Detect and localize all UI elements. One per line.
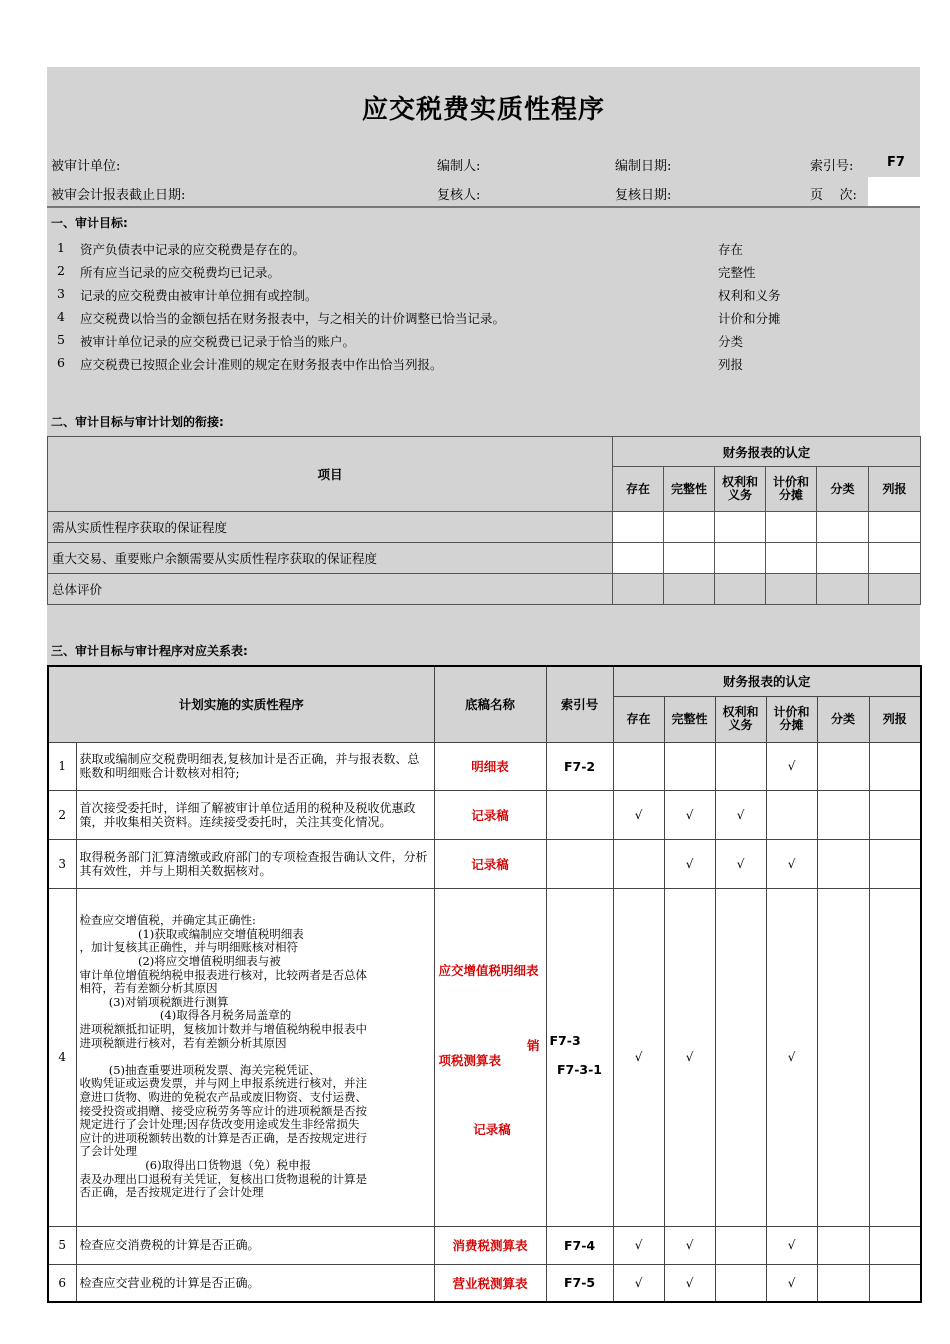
index-value: F7 [887, 155, 905, 170]
row-number: 6 [48, 1264, 76, 1302]
linkage-cell[interactable] [613, 574, 664, 605]
objective-number: 2 [57, 263, 65, 278]
prep-date-label: 编制日期: [615, 159, 672, 174]
assertion-check[interactable] [817, 1226, 869, 1264]
preparer-label: 编制人: [437, 159, 481, 174]
assertion-header-5: 列报 [869, 696, 921, 742]
reviewer-label: 复核人: [437, 188, 481, 203]
assertion-check[interactable]: √ [766, 839, 817, 888]
index-header: 索引号 [546, 666, 613, 742]
assertion-group-header-2: 财务报表的认定 [613, 666, 921, 696]
assertion-check[interactable] [715, 1264, 766, 1302]
assertion-check[interactable]: √ [766, 742, 817, 790]
doc-name[interactable]: 记录稿 [434, 790, 546, 839]
index-number [546, 888, 613, 1226]
row-number: 4 [48, 888, 76, 1226]
linkage-cell[interactable] [817, 512, 869, 543]
assertion-header-5: 列报 [869, 467, 921, 512]
procedure-header: 计划实施的实质性程序 [48, 666, 434, 742]
procedure-row [48, 742, 921, 790]
assertion-header-3: 计价和 分摊 [766, 467, 817, 512]
procedure-row [48, 790, 921, 839]
linkage-cell[interactable] [869, 574, 921, 605]
assertion-header-4: 分类 [817, 467, 869, 512]
linkage-row-label: 需从实质性程序获取的保证程度 [48, 512, 613, 543]
procedure-row [48, 1264, 921, 1302]
assertion-check[interactable]: √ [664, 1226, 715, 1264]
assertion-check[interactable] [869, 839, 921, 888]
linkage-row-label: 总体评价 [48, 574, 613, 605]
procedure-text: 获取或编制应交税费明细表,复核加计是否正确，并与报表数、总账数和明细账合计数核对相符; [76, 742, 434, 790]
assertion-header-4: 分类 [817, 696, 869, 742]
linkage-cell[interactable] [664, 543, 715, 574]
procedure-text: 检查应交增值税，并确定其正确性: (1)获取或编制应交增值税明细表 ，加计复核其正确性，并与明细账核对相符 (2)将应交增值税明细表与被 审计单位增值税纳税申报表进行核对，比较两者是否总体 相符，若有差额分析其原因 (3)对销项税额进行测算 (4)取得各月税务局盖章的 进项税额抵扣证明，复核加计数并与增值税纳税申报表中 进项税额进行核对，若有差额分析其原因 (5)抽查重要进项税发票、海关完税凭证、 收购凭证或运费发票，并与网上申报系统进行核对，并注 意进口货物、购进的免税农产品或废旧物资、支付运费、 接受投资或捐赠、接受应税劳务等应计的进项税额是否按 规定进行了会计处理;因存货改变用途或发生非经常损失 应计的进项税额转出数的计算是否正确，是否按规定进行 了会计处理 (6)取得出口货物退（免）税申报 表及办理出口退税有关凭证，复核出口货物退税的计算是 否正确，是否按规定进行了会计处理 [76, 888, 434, 1226]
assertion-check[interactable]: √ [664, 839, 715, 888]
linkage-table [47, 436, 921, 605]
objective-assertion: 计价和分摊 [718, 311, 781, 326]
assertion-check[interactable] [715, 888, 766, 1226]
objective-text: 应交税费以恰当的金额包括在财务报表中，与之相关的计价调整已恰当记录。 [80, 311, 506, 326]
assertion-header-3: 计价和 分摊 [766, 696, 817, 742]
objective-text: 应交税费已按照企业会计准则的规定在财务报表中作出恰当列报。 [80, 357, 443, 372]
section1-heading: 一、审计目标: [51, 216, 128, 230]
linkage-cell[interactable] [664, 574, 715, 605]
assertion-check[interactable]: √ [613, 1264, 664, 1302]
index-number [546, 790, 613, 839]
objective-number: 4 [57, 309, 65, 324]
meta-row-2 [47, 177, 920, 207]
assertion-header-0: 存在 [613, 696, 664, 742]
assertion-check[interactable] [869, 888, 921, 1226]
index-number [546, 839, 613, 888]
doc-name[interactable]: 明细表 [434, 742, 546, 790]
assertion-check[interactable] [664, 742, 715, 790]
linkage-row-label: 重大交易、重要账户余额需要从实质性程序获取的保证程度 [48, 543, 613, 574]
page-label: 页 次: [810, 188, 857, 203]
doc-name[interactable] [434, 888, 546, 1226]
objective-assertion: 存在 [718, 242, 744, 257]
assertion-check[interactable] [715, 742, 766, 790]
procedure-row [48, 888, 921, 1226]
assertion-check[interactable] [869, 1264, 921, 1302]
assertion-check[interactable] [817, 1264, 869, 1302]
assertion-check[interactable]: √ [715, 790, 766, 839]
objective-text: 所有应当记录的应交税费均已记录。 [80, 265, 281, 280]
doc-name[interactable]: 记录稿 [434, 839, 546, 888]
linkage-cell[interactable] [869, 543, 921, 574]
assertion-header-0: 存在 [613, 467, 664, 512]
objective-assertion: 完整性 [718, 265, 756, 280]
procedure-row [48, 1226, 921, 1264]
row-number: 2 [48, 790, 76, 839]
doc-header: 底稿名称 [434, 666, 546, 742]
period-end-label: 被审会计报表截止日期: [51, 188, 186, 203]
assertion-header-2: 权利和 义务 [715, 696, 766, 742]
objective-assertion: 分类 [718, 334, 744, 349]
procedure-text: 取得税务部门汇算清缴或政府部门的专项检查报告确认文件，分析其有效性，并与上期相关数据核对。 [76, 839, 434, 888]
procedure-text: 检查应交消费税的计算是否正确。 [76, 1226, 434, 1264]
title-band [47, 67, 920, 148]
assertion-check[interactable]: √ [664, 888, 715, 1226]
linkage-cell[interactable] [817, 543, 869, 574]
doc-name-part: 项税测算表 [438, 1052, 502, 1068]
linkage-cell[interactable] [664, 512, 715, 543]
row-number: 5 [48, 1226, 76, 1264]
review-date-label: 复核日期: [615, 188, 672, 203]
assertion-check[interactable]: √ [766, 888, 817, 1226]
index-part: F7-3-1 [557, 1061, 603, 1077]
objective-text: 资产负债表中记录的应交税费是存在的。 [80, 242, 306, 257]
objective-assertion: 权利和义务 [718, 288, 781, 303]
objective-number: 1 [57, 240, 65, 255]
assertion-check[interactable] [817, 839, 869, 888]
index-number: F7-2 [546, 742, 613, 790]
assertion-header-1: 完整性 [664, 467, 715, 512]
assertion-check[interactable]: √ [613, 888, 664, 1226]
assertion-check[interactable] [869, 790, 921, 839]
doc-name-part: 记录稿 [473, 1121, 511, 1137]
assertion-check[interactable] [715, 1226, 766, 1264]
section2-heading: 二、审计目标与审计计划的衔接: [51, 415, 224, 429]
index-number: F7-4 [546, 1226, 613, 1264]
assertion-check[interactable] [766, 790, 817, 839]
linkage-cell[interactable] [817, 574, 869, 605]
section3-heading: 三、审计目标与审计程序对应关系表: [51, 644, 248, 658]
assertion-check[interactable] [817, 888, 869, 1226]
row-number: 1 [48, 742, 76, 790]
linkage-cell[interactable] [869, 512, 921, 543]
objective-text: 被审计单位记录的应交税费已记录于恰当的账户。 [80, 334, 356, 349]
assertion-check[interactable] [613, 839, 664, 888]
audited-unit-label: 被审计单位: [51, 159, 121, 174]
linkage-cell[interactable] [766, 512, 817, 543]
assertion-check[interactable]: √ [766, 1264, 817, 1302]
doc-name-part: 应交增值税明细表 [438, 962, 539, 978]
objective-number: 6 [57, 355, 65, 370]
assertion-check[interactable] [817, 790, 869, 839]
index-part: F7-3 [549, 1032, 581, 1048]
objective-number: 5 [57, 332, 65, 347]
index-number: F7-5 [546, 1264, 613, 1302]
assertion-check[interactable] [869, 1226, 921, 1264]
doc-name-part: 销 [527, 1037, 540, 1053]
assertion-check[interactable]: √ [613, 1226, 664, 1264]
row-number: 3 [48, 839, 76, 888]
procedure-table [47, 665, 922, 1303]
linkage-cell[interactable] [715, 574, 766, 605]
assertion-check[interactable] [817, 742, 869, 790]
doc-name[interactable]: 消费税测算表 [434, 1226, 546, 1264]
procedure-text: 首次接受委托时，详细了解被审计单位适用的税种及税收优惠政策，并收集相关资料。连续接受委托时，关注其变化情况。 [76, 790, 434, 839]
linkage-cell[interactable] [613, 512, 664, 543]
assertion-header-1: 完整性 [664, 696, 715, 742]
item-header: 项目 [48, 437, 613, 512]
objective-number: 3 [57, 286, 65, 301]
procedure-text: 检查应交营业税的计算是否正确。 [76, 1264, 434, 1302]
assertion-check[interactable]: √ [613, 790, 664, 839]
assertion-check[interactable] [869, 742, 921, 790]
linkage-cell[interactable] [613, 543, 664, 574]
linkage-cell[interactable] [766, 543, 817, 574]
objective-text: 记录的应交税费由被审计单位拥有或控制。 [80, 288, 318, 303]
assertion-check[interactable]: √ [715, 839, 766, 888]
objective-assertion: 列报 [718, 357, 744, 372]
assertion-group-header: 财务报表的认定 [613, 437, 921, 467]
assertion-header-2: 权利和 义务 [715, 467, 766, 512]
page-title: 应交税费实质性程序 [361, 95, 605, 125]
assertion-check[interactable]: √ [664, 790, 715, 839]
index-label: 索引号: [810, 159, 854, 174]
assertion-check[interactable]: √ [664, 1264, 715, 1302]
assertion-check[interactable] [613, 742, 664, 790]
page-number-box[interactable] [868, 177, 920, 207]
assertion-check[interactable]: √ [766, 1226, 817, 1264]
meta-row-1 [47, 148, 920, 178]
linkage-cell[interactable] [715, 512, 766, 543]
linkage-cell[interactable] [715, 543, 766, 574]
doc-name[interactable]: 营业税测算表 [434, 1264, 546, 1302]
procedure-row [48, 839, 921, 888]
linkage-cell[interactable] [766, 574, 817, 605]
